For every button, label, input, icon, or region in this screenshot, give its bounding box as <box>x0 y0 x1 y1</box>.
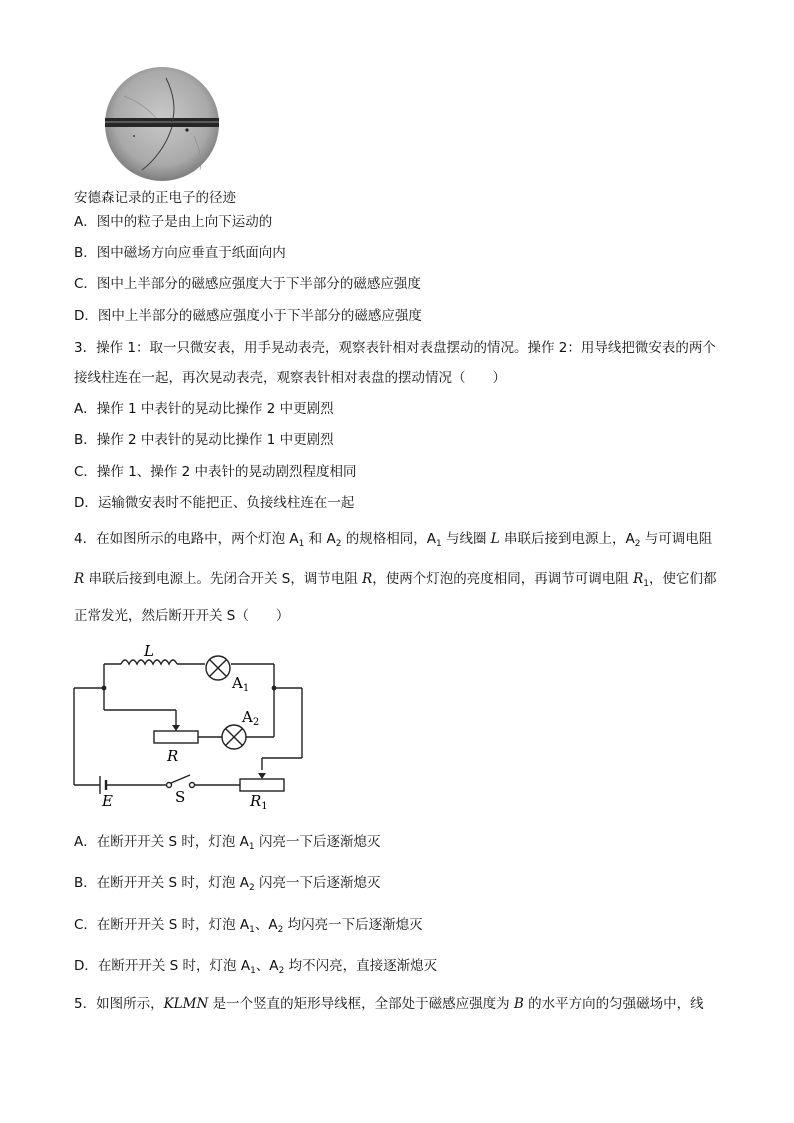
q2-option-c[interactable]: C．图中上半部分的磁感应强度大于下半部分的磁感应强度 <box>74 276 421 292</box>
q3-option-b[interactable]: B．操作 2 中表针的晃动比操作 1 中更剧烈 <box>74 432 334 448</box>
q3-stem-line2: 接线柱连在一起，再次晃动表壳，观察表针相对表盘的摆动情况（ ） <box>74 370 506 386</box>
positron-track-photo <box>104 66 220 182</box>
q4-stem-line1: 4．在如图所示的电路中，两个灯泡 $A_1$ 和 $A_2$ 的规格相同，$A_1$ 与线圈 L 串联后接到电源上，$A_2$ 与可调电阻 <box>74 531 713 549</box>
q2-option-b[interactable]: B．图中磁场方向应垂直于纸面向内 <box>74 245 286 261</box>
q4-option-d[interactable]: D．在断开开关 S 时，灯泡 $A_1$、$A_2$ 均不闪亮，直接逐渐熄灭 <box>74 958 438 976</box>
q4-stem-line3: 正常发光，然后断开开关 S（ ） <box>74 608 290 624</box>
q5-stem-line1: 5．如图所示，KLMN 是一个竖直的矩形导线框，全部处于磁感应强度为 B 的水平方向的匀强磁场中，线 <box>74 996 704 1012</box>
q4-stem-line2: R 串联后接到电源上。先闭合开关 S，调节电阻 R，使两个灯泡的亮度相同，再调节可调电阻 $R_1$，使它们都 <box>74 571 717 589</box>
label-R1: $R_1$ <box>250 792 268 812</box>
photo-caption: 安德森记录的正电子的径迹 <box>74 190 236 206</box>
q4-option-b[interactable]: B．在断开开关 S 时，灯泡 $A_2$ 闪亮一下后逐渐熄灭 <box>74 875 381 893</box>
circuit-diagram <box>66 640 316 815</box>
label-E: E <box>102 792 113 810</box>
label-A2: $A_2$ <box>242 708 260 728</box>
label-A1: $A_1$ <box>232 674 250 694</box>
q2-option-d[interactable]: D．图中上半部分的磁感应强度小于下半部分的磁感应强度 <box>74 308 422 324</box>
q2-option-a[interactable]: A．图中的粒子是由上向下运动的 <box>74 214 273 230</box>
q4-option-c[interactable]: C．在断开开关 S 时，灯泡 $A_1$、$A_2$ 均闪亮一下后逐渐熄灭 <box>74 917 423 935</box>
q3-option-a[interactable]: A．操作 1 中表针的晃动比操作 2 中更剧烈 <box>74 401 334 417</box>
label-R: R <box>167 747 179 765</box>
q3-option-d[interactable]: D．运输微安表时不能把正、负接线柱连在一起 <box>74 495 355 511</box>
q4-option-a[interactable]: A．在断开开关 S 时，灯泡 $A_1$ 闪亮一下后逐渐熄灭 <box>74 834 381 852</box>
label-L: L <box>144 642 154 660</box>
q3-option-c[interactable]: C．操作 1、操作 2 中表针的晃动剧烈程度相同 <box>74 464 357 480</box>
q3-stem-line1: 3．操作 1：取一只微安表，用手晃动表壳，观察表针相对表盘摆动的情况。操作 2：用导线把微安表的两个 <box>74 340 716 356</box>
label-S: S <box>175 788 186 806</box>
